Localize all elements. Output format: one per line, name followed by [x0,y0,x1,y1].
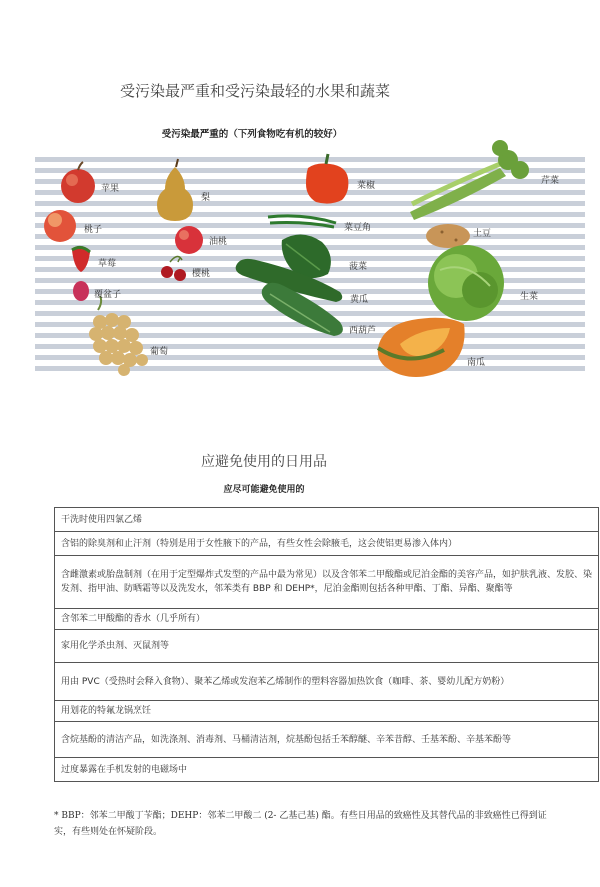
celery-image [410,140,529,220]
table-row: 含雌激素或胎盘制剂（在用于定型爆炸式发型的产品中最为常见）以及含邻苯二甲酸酯或尼泊金酯的美容产品，如护肤乳液、发胶、染发剂、指甲油、防晒霜等以及洗发水，邻苯类有 BBP 和 DEHP*，尼泊金酯则包括各种甲酯、丁酯、异酯、聚酯等 [54,556,599,609]
section-title-products: 应避免使用的日用品 [201,454,327,470]
label-spinach: 菠菜 [349,262,368,272]
label-cucumber: 黄瓜 [350,295,369,305]
strawberry-image [72,247,90,272]
label-pear: 梨 [201,193,211,203]
label-raspberry: 覆盆子 [94,290,122,300]
footnote: * BBP：邻苯二甲酸丁苄酯；DEHP：邻苯二甲酸二 (2- 乙基己基) 酯。有些日用品的致癌性及其替代品的非致癌性已得到证实，有些则处在怀疑阶段。 [54,811,547,837]
green-bean-image [268,216,336,227]
table-row: 含烷基酚的清洁产品，如洗涤剂、消毒剂、马桶清洁剂，烷基酚包括壬苯醇醚、辛苯昔醇、壬基苯酚、辛基苯酚等 [54,722,599,758]
label-apple: 苹果 [101,184,120,194]
label-celery: 芹菜 [541,176,560,186]
bell-pepper-image [306,154,348,204]
grape-image [89,296,148,376]
produce-illustration [0,0,600,420]
table-row: 干洗时使用四氯乙烯 [54,508,599,532]
products-table [54,507,599,782]
label-green-bean: 菜豆角 [344,223,372,233]
table-row: 用划花的特氟龙锅烹饪 [54,701,599,722]
lettuce-image [428,245,504,321]
label-strawberry: 草莓 [98,259,117,269]
raspberry-image [73,281,89,301]
table-row: 过度暴露在手机发射的电磁场中 [54,758,599,782]
cherry-image [161,256,186,281]
pear-image [157,159,193,221]
table-row: 含铝的除臭剂和止汗剂（特别是用于女性腋下的产品，有些女性会除腋毛，这会使铝更易渗入体内） [54,532,599,556]
label-peach: 桃子 [84,225,103,235]
label-nectarine: 油桃 [209,237,228,247]
potato-image [426,224,470,248]
label-zucchini: 西葫芦 [349,326,377,336]
label-grape: 葡萄 [150,347,169,357]
section-subtitle-products: 应尽可能避免使用的 [223,485,305,495]
section-subtitle-produce: 受污染最严重的（下列食物吃有机的较好） [161,129,343,140]
label-potato: 土豆 [473,229,492,239]
label-lettuce: 生菜 [520,292,539,302]
table-row: 家用化学杀虫剂、灭鼠剂等 [54,630,599,663]
pumpkin-image [378,318,465,377]
table-row: 用由 PVC（受热时会释入食物）、聚苯乙烯或发泡苯乙烯制作的塑料容器加热饮食（咖啡、茶、婴幼儿配方奶粉） [54,663,599,701]
label-cherry: 樱桃 [192,269,211,279]
label-pumpkin: 南瓜 [467,358,486,368]
section-title-produce: 受污染最严重和受污染最轻的水果和蔬菜 [119,82,390,100]
peach-image [44,210,76,242]
apple-image [61,162,95,203]
nectarine-image [175,226,203,254]
table-row: 含邻苯二甲酸酯的香水（几乎所有） [54,609,599,630]
label-bell-pepper: 菜椒 [357,181,376,191]
